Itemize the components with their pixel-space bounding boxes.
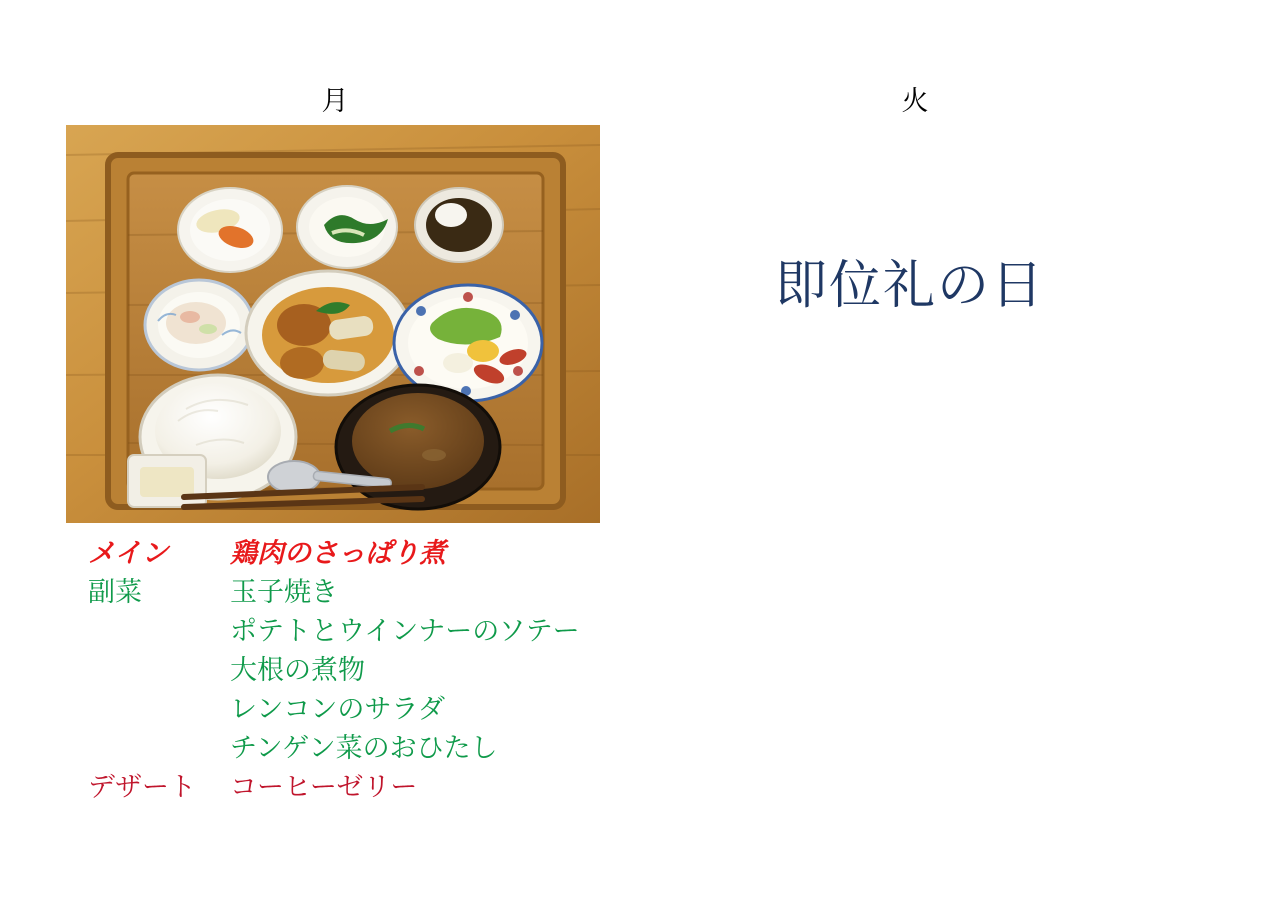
menu-row-dessert	[88, 774, 708, 813]
menu-item-side-2: ポテトとウインナーのソテー	[230, 616, 580, 646]
menu-label-dessert: デザート	[88, 772, 196, 802]
menu-item-side-5: チンゲン菜のおひたし	[230, 733, 498, 763]
menu-list-monday	[88, 540, 708, 813]
menu-label-main: メイン	[88, 538, 169, 568]
menu-row-side-1	[88, 579, 708, 618]
menu-row-side-5	[88, 735, 708, 774]
menu-item-side-1: 玉子焼き	[230, 577, 338, 607]
menu-item-side-3: 大根の煮物	[230, 655, 365, 685]
menu-item-main-1: 鶏肉のさっぱり煮	[230, 538, 446, 568]
menu-item-dessert-1: コーヒーゼリー	[230, 772, 418, 802]
holiday-note-tuesday: 即位礼の日	[775, 257, 1046, 315]
menu-row-main	[88, 540, 708, 579]
column-header-tuesday: 火	[901, 86, 929, 116]
menu-row-side-2	[88, 618, 708, 657]
menu-row-side-4	[88, 696, 708, 735]
menu-row-side-3	[88, 657, 708, 696]
meal-photo-monday	[66, 125, 600, 523]
menu-item-side-4: レンコンのサラダ	[230, 694, 446, 724]
column-header-monday: 月	[321, 86, 349, 116]
meal-photo-illustration	[66, 125, 600, 523]
menu-label-side: 副菜	[88, 577, 142, 607]
